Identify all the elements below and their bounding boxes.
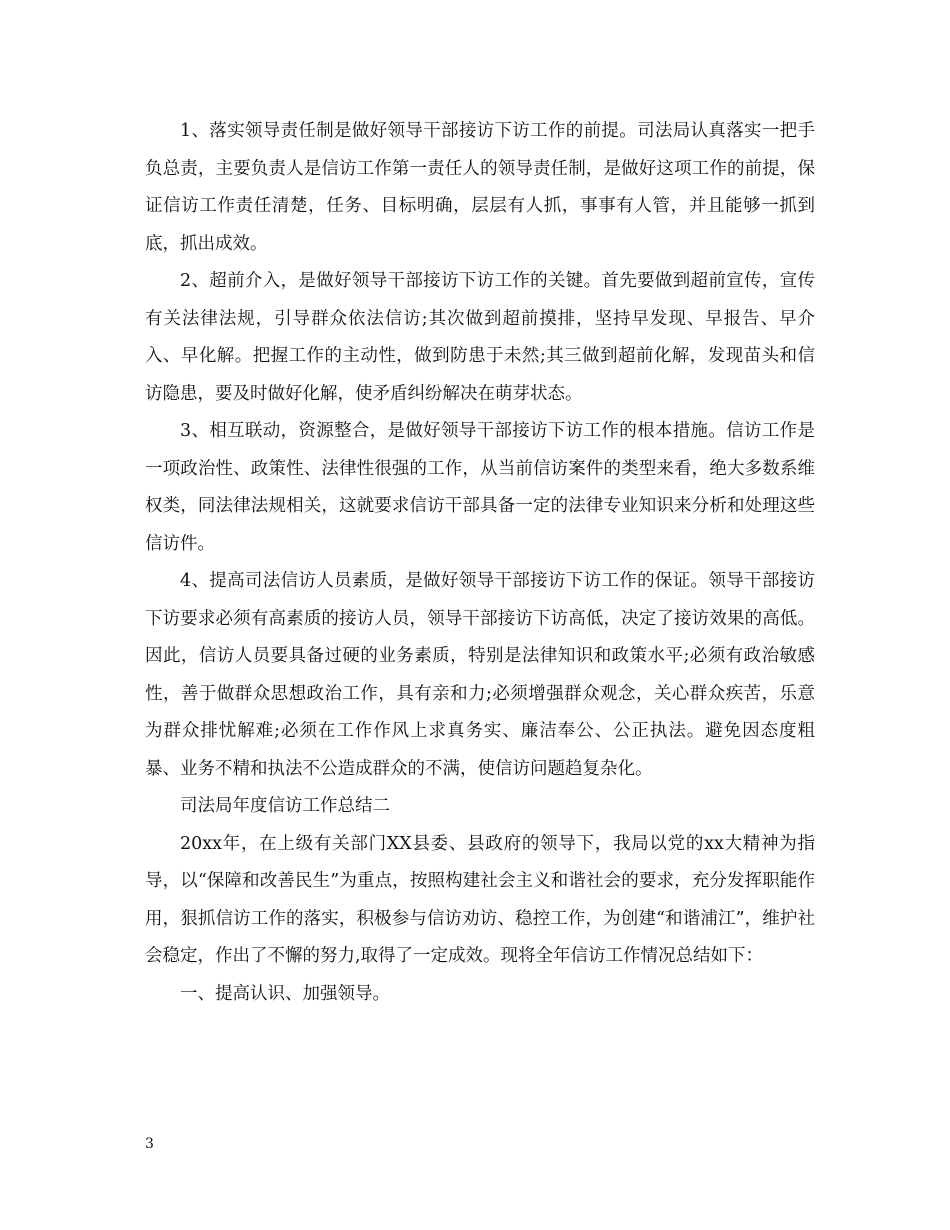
paragraph-3: 3、相互联动，资源整合，是做好领导干部接访下访工作的根本措施。信访工作是一项政治性、政策性、法律性很强的工作，从当前信访案件的类型来看，绝大多数系维权类，同法律法规相关，这就要求信访干部具备一定的法律专业知识来分析和处理这些信访件。 <box>145 421 815 554</box>
paragraph-5: 20xx年，在上级有关部门XX县委、县政府的领导下，我局以党的xx大精神为指导，以“保障和改善民生”为重点，按照构建社会主义和谐社会的要求，充分发挥职能作用，狠抓信访工作的落实，积极参与信访劝访、稳控工作，为创建“和谐浦江”，维护社会稳定，作出了不懈的努力,取得了一定成效。现将全年信访工作情况总结如下： <box>145 833 815 966</box>
page-number: 3 <box>145 1136 154 1152</box>
section-heading: 司法局年度信访工作总结二 <box>180 796 390 816</box>
document-body <box>145 113 815 1013</box>
subsection-heading: 一、提高认识、加强领导。 <box>180 983 390 1004</box>
paragraph-1: 1、落实领导责任制是做好领导干部接访下访工作的前提。司法局认真落实一把手负总责，主要负责人是信访工作第一责任人的领导责任制，是做好这项工作的前提，保证信访工作责任清楚，任务、目标明确，层层有人抓，事事有人管，并且能够一抓到底，抓出成效。 <box>145 121 815 254</box>
paragraph-2: 2、超前介入，是做好领导干部接访下访工作的关键。首先要做到超前宣传，宣传有关法律法规，引导群众依法信访;其次做到超前摸排，坚持早发现、早报告、早介入、早化解。把握工作的主动性，做到防患于未然;其三做到超前化解，发现苗头和信访隐患，要及时做好化解，使矛盾纠纷解决在萌芽状态。 <box>145 271 815 404</box>
paragraph-4: 4、提高司法信访人员素质，是做好领导干部接访下访工作的保证。领导干部接访下访要求必须有高素质的接访人员，领导干部接访下访高低，决定了接访效果的高低。因此，信访人员要具备过硬的业务素质，特别是法律知识和政策水平;必须有政治敏感性，善于做群众思想政治工作，具有亲和力;必须增强群众观念，关心群众疾苦，乐意为群众排忧解难;必须在工作作风上求真务实、廉洁奉公、公正执法。避免因态度粗暴、业务不精和执法不公造成群众的不满，使信访问题趋复杂化。 <box>145 571 815 779</box>
